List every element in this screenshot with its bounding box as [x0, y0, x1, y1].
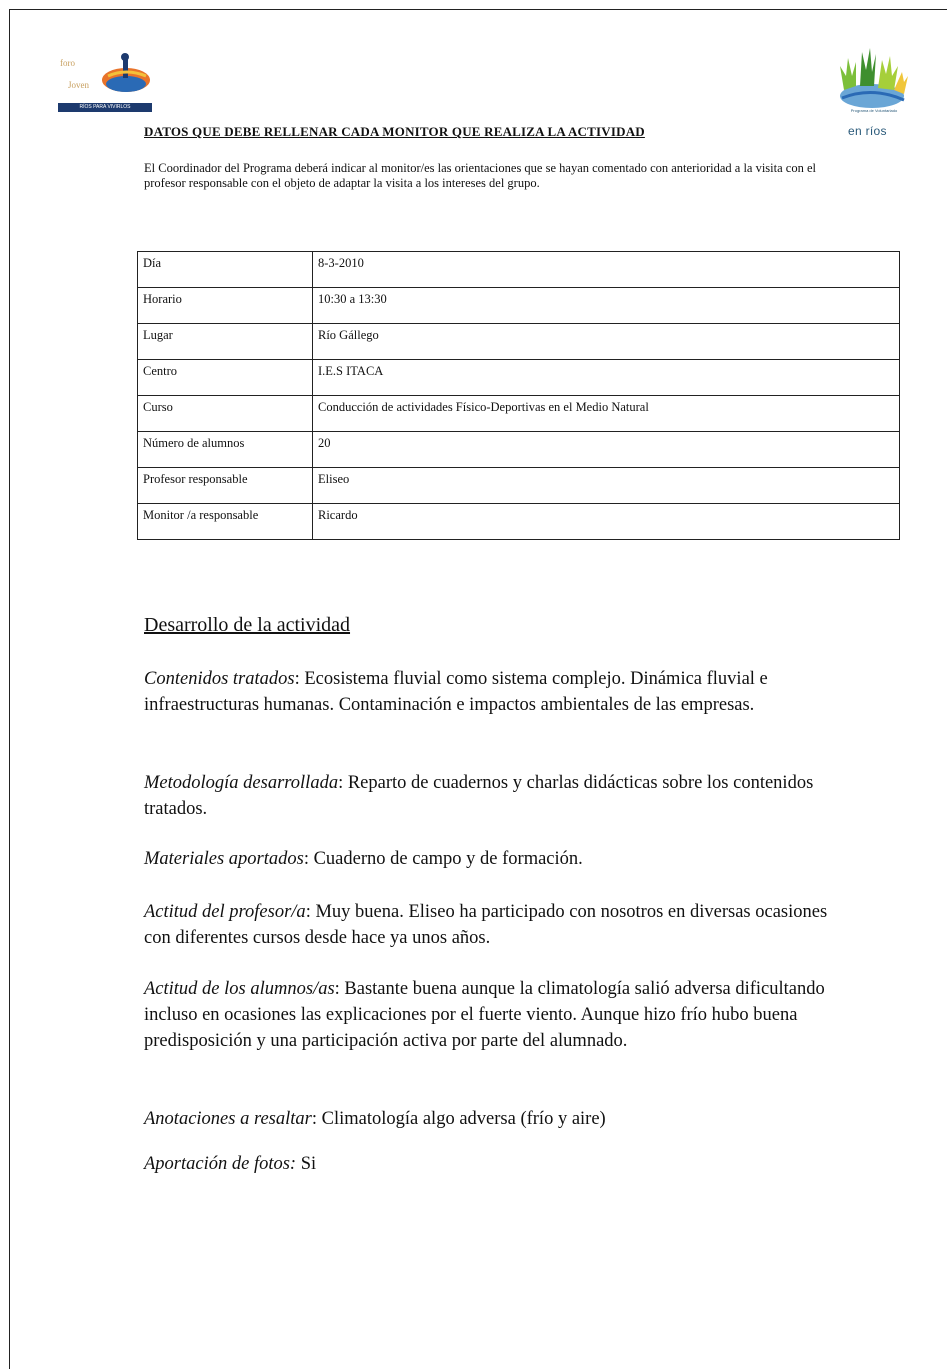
paragraph-text: Climatología algo adversa (frío y aire) — [317, 1109, 606, 1129]
activity-info-table — [137, 251, 900, 540]
logo-text-foro: foro — [60, 58, 75, 68]
table-row — [138, 360, 900, 396]
paragraph-text: Bastante buena aunque la climatología salió adversa dificultando incluso en ocasiones las explicaciones por el fuerte viento. Aunque hizo frío hubo buena predisposición y una participación activa por parte del alumnado. — [144, 979, 825, 1051]
intro-paragraph: El Coordinador del Programa deberá indicar al monitor/es las orientaciones que se hayan comentado con anterioridad a la visita con el profesor responsable con el objeto de adaptar la visita a los intereses del grupo. — [144, 161, 816, 190]
table-row — [138, 324, 900, 360]
paragraph-sep: : — [311, 1109, 317, 1129]
paragraph-text: Cuaderno de campo y de formación. — [308, 849, 583, 869]
foro-joven-logo — [58, 52, 153, 114]
row-label: Número de alumnos — [138, 432, 313, 468]
document-heading: DATOS QUE DEBE RELLENAR CADA MONITOR QUE REALIZA LA ACTIVIDAD — [144, 124, 645, 139]
paragraph-label: Materiales aportados — [144, 849, 304, 869]
paragraph-metodologia — [144, 770, 844, 822]
row-value: 20 — [313, 432, 900, 468]
section-title: Desarrollo de la actividad — [144, 614, 351, 636]
paragraph-actitud-profesor — [144, 899, 844, 951]
paragraph-fotos — [144, 1151, 844, 1177]
paragraph-label: Metodología desarrollada — [144, 773, 339, 793]
table-row — [138, 288, 900, 324]
paragraph-sep: : — [334, 979, 340, 999]
table-row — [138, 396, 900, 432]
paragraph-label: Contenidos tratados — [144, 669, 295, 689]
hands-river-logo-graphic — [832, 46, 912, 110]
table-row — [138, 432, 900, 468]
paragraph-text: Si — [296, 1154, 317, 1174]
row-label: Horario — [138, 288, 313, 324]
table-row — [138, 252, 900, 288]
row-value: 8-3-2010 — [313, 252, 900, 288]
table-row — [138, 468, 900, 504]
paragraph-text: Muy buena. Eliseo ha participado con nosotros en diversas ocasiones con diferentes cursos desde hace ya unos años. — [144, 902, 828, 948]
row-label: Profesor responsable — [138, 468, 313, 504]
row-label: Centro — [138, 360, 313, 396]
paragraph-materiales — [144, 846, 844, 872]
row-value: Ricardo — [313, 504, 900, 540]
voluntariado-en-rios-logo — [832, 46, 912, 146]
row-label: Curso — [138, 396, 313, 432]
paragraph-text: Reparto de cuadernos y charlas didácticas sobre los contenidos tratados. — [144, 773, 814, 819]
logo-text-joven: Joven — [68, 80, 89, 90]
paragraph-label: Actitud del profesor/a — [144, 902, 306, 922]
logo-caption: en ríos — [848, 124, 887, 138]
table-row — [138, 504, 900, 540]
row-value: I.E.S ITACA — [313, 360, 900, 396]
row-value: Conducción de actividades Físico-Deportivas en el Medio Natural — [313, 396, 900, 432]
row-label: Día — [138, 252, 313, 288]
paragraph-actitud-alumnos — [144, 976, 844, 1054]
paragraph-anotaciones — [144, 1106, 844, 1132]
logo-bar-text: RÍOS PARA VIVIRLOS — [58, 103, 152, 112]
paragraph-text: Ecosistema fluvial como sistema complejo. Dinámica fluvial e infraestructuras humanas. Contaminación e impactos ambientales de las empresas. — [144, 669, 768, 715]
paragraph-sep: : — [338, 773, 344, 793]
paragraph-label: Anotaciones a resaltar — [144, 1109, 312, 1129]
paragraph-sep: : — [305, 902, 311, 922]
paragraph-contenidos — [144, 666, 844, 718]
row-value: 10:30 a 13:30 — [313, 288, 900, 324]
row-label: Lugar — [138, 324, 313, 360]
row-label: Monitor /a responsable — [138, 504, 313, 540]
row-value: Eliseo — [313, 468, 900, 504]
paragraph-sep: : — [303, 849, 309, 869]
logo-small-text: Programa de Voluntariado — [850, 108, 898, 113]
paragraph-sep: : — [294, 669, 300, 689]
row-value: Río Gállego — [313, 324, 900, 360]
paragraph-label: Aportación de fotos: — [144, 1154, 297, 1174]
paragraph-label: Actitud de los alumnos/as — [144, 979, 335, 999]
